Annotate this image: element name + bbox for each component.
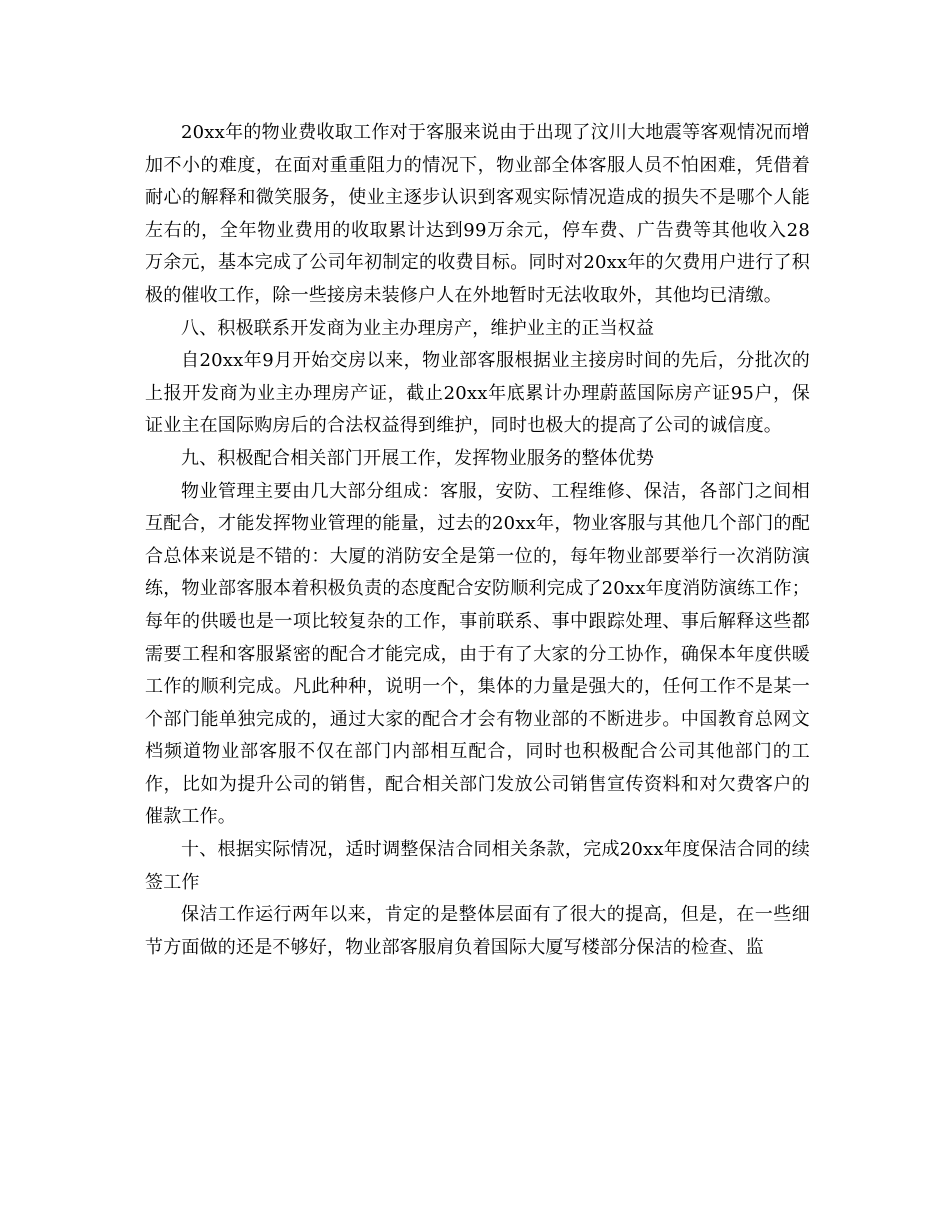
paragraph-cleaning-work: 保洁工作运行两年以来，肯定的是整体层面有了很大的提高，但是，在一些细节方面做的还是不够好，物业部客服肩负着国际大厦写楼部分保洁的检查、监 <box>145 904 810 958</box>
paragraph-fee-collection: 20xx年的物业费收取工作对于客服来说由于出现了汶川大地震等客观情况而增加不小的难度，在面对重重阻力的情况下，物业部全体客服人员不怕困难，凭借着耐心的解释和微笑服务，使业主逐步认识到客观实际情况造成的损失不是哪个人能左右的，全年物业费用的收取累计达到99万余元，停车费、广告费等其他收入28万余元，基本完成了公司年初制定的收费目标。同时对20xx年的欠费用户进行了积极的催收工作，除一些接房未装修户人在外地暂时无法收取外，其他均已清缴。 <box>145 122 810 306</box>
heading-section-nine: 九、积极配合相关部门开展工作，发挥物业服务的整体优势 <box>181 447 655 469</box>
heading-section-eight: 八、积极联系开发商为业主办理房产，维护业主的正当权益 <box>181 317 655 339</box>
heading-section-ten: 十、根据实际情况，适时调整保洁合同相关条款，完成20xx年度保洁合同的续签工作 <box>145 839 810 893</box>
document-body <box>145 117 810 964</box>
paragraph-property-certificates: 自20xx年9月开始交房以来，物业部客服根据业主接房时间的先后，分批次的上报开发商为业主办理房产证，截止20xx年底累计办理蔚蓝国际房产证95户，保证业主在国际购房后的合法权益得到维护，同时也极大的提高了公司的诚信度。 <box>145 350 810 437</box>
paragraph-department-cooperation: 物业管理主要由几大部分组成：客服，安防、工程维修、保洁，各部门之间相互配合，才能发挥物业管理的能量，过去的20xx年，物业客服与其他几个部门的配合总体来说是不错的：大厦的消防安全是第一位的，每年物业部要举行一次消防演练，物业部客服本着积极负责的态度配合安防顺利完成了20xx年度消防演练工作；每年的供暖也是一项比较复杂的工作，事前联系、事中跟踪处理、事后解释这些都需要工程和客服紧密的配合才能完成，由于有了大家的分工协作，确保本年度供暖工作的顺利完成。凡此种种，说明一个，集体的力量是强大的，任何工作不是某一个部门能单独完成的，通过大家的配合才会有物业部的不断进步。中国教育总网文档频道物业部客服不仅在部门内部相互配合，同时也积极配合公司其他部门的工作，比如为提升公司的销售，配合相关部门发放公司销售宣传资料和对欠费客户的催款工作。 <box>145 480 810 828</box>
